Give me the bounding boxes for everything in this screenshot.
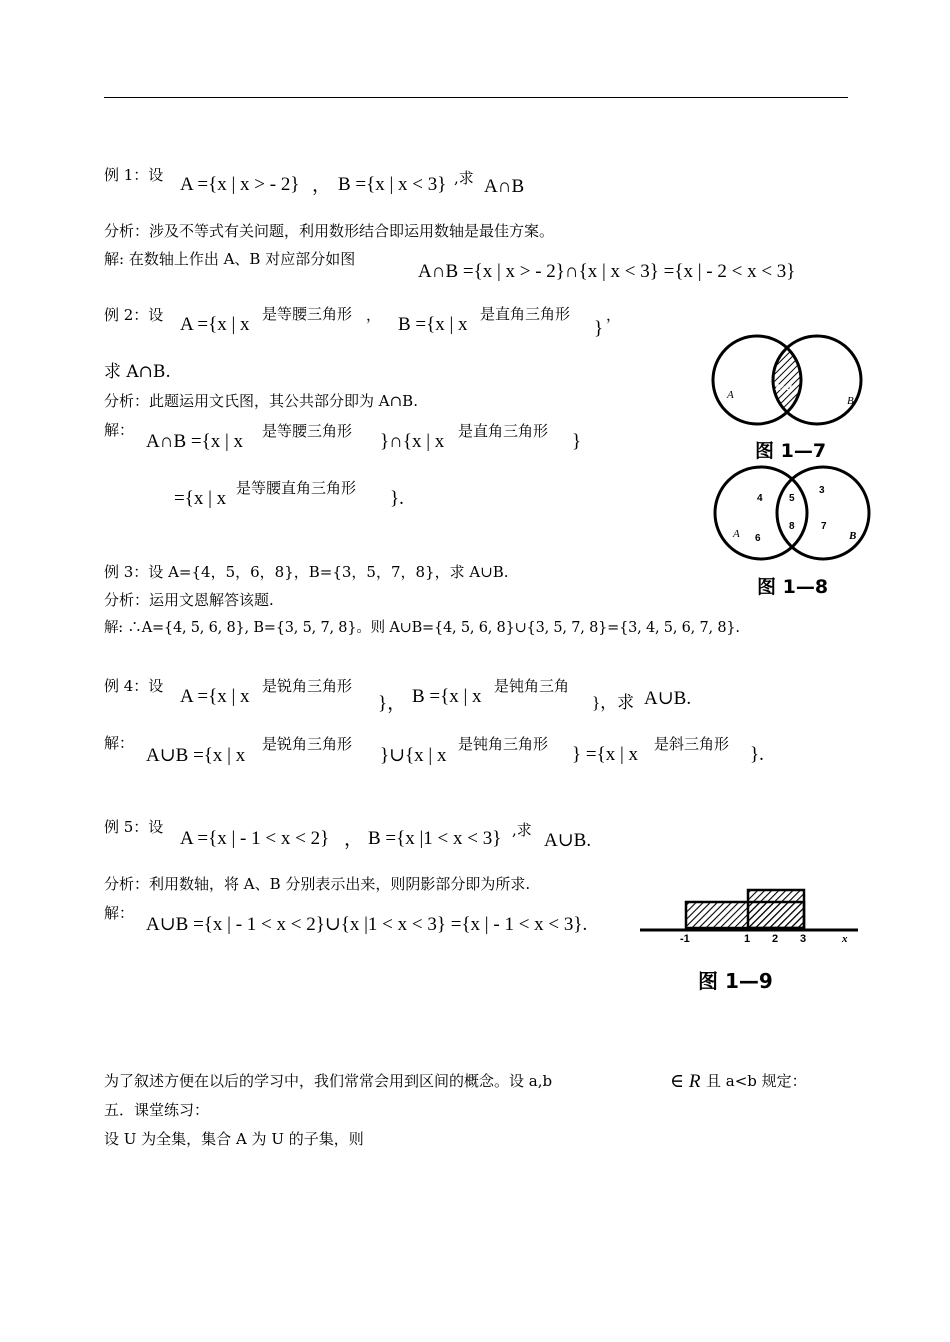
ex2-set-b-prefix: B ={x | x xyxy=(398,314,468,335)
ex1-solution-text: 解: 在数轴上作出 A、B 对应部分如图 xyxy=(104,250,356,268)
fig7-label-a: A xyxy=(727,389,734,401)
ex5-sol-math: A∪B ={x | - 1 < x < 2}∪{x |1 < x < 3} ={x | - 1 < x < 3}. xyxy=(146,914,588,935)
ex4-sol-cond3: 是斜三角形 xyxy=(654,735,730,753)
intervals-text2: 且 a<b 规定： xyxy=(706,1072,807,1090)
ex2-sol1-cond2: 是直角三角形 xyxy=(458,422,549,440)
ex2-sol1-end: } xyxy=(572,431,582,452)
fig7-caption: 图 1—7 xyxy=(755,440,827,462)
ex1-analysis: 分析：涉及不等式有关问题，利用数形结合即运用数轴是最佳方案。 xyxy=(104,222,555,240)
ex2-set-b-cond: 是直角三角形 xyxy=(480,305,571,323)
set-b-circle xyxy=(777,467,869,559)
ex2-brace: } xyxy=(594,318,604,339)
ex5-set-a: A ={x | - 1 < x < 2} xyxy=(180,828,330,849)
fig8-num-4: 4 xyxy=(757,493,763,504)
tick-3: 3 xyxy=(800,933,807,945)
venn-figure-1-8 xyxy=(705,463,880,603)
ex3-line1: 例 3：设 A={4，5，6，8}，B={3，5，7，8}，求 A∪B. xyxy=(104,563,509,581)
fig8-num-5: 5 xyxy=(789,493,795,504)
ex5-comma: ， xyxy=(344,829,364,850)
exercise-text: 设 U 为全集，集合 A 为 U 的子集，则 xyxy=(104,1130,364,1148)
ex2-sol2-end: }. xyxy=(390,488,404,509)
ex4-sol-cond2: 是钝角三角形 xyxy=(458,735,549,753)
ex2-set-a-cond: 是等腰三角形 xyxy=(262,305,353,323)
interval-b-bar xyxy=(748,890,804,928)
tick-2: 2 xyxy=(772,933,779,945)
fig8-num-3: 3 xyxy=(819,485,825,496)
ex4-set-b-cond: 是钝角三角 xyxy=(494,677,570,695)
ex5-sol-label: 解： xyxy=(104,904,135,922)
ex4-set-b-prefix: B ={x | x xyxy=(412,686,482,707)
ex4-brace-ask: }，求 xyxy=(592,693,635,712)
ex2-sol-label: 解： xyxy=(104,421,135,439)
ex1-ask: ,求 xyxy=(454,169,474,187)
ex2-sol2-cond: 是等腰直角三角形 xyxy=(236,479,357,497)
ex2-sol1-cond1: 是等腰三角形 xyxy=(262,422,353,440)
ex2-trail: ， xyxy=(606,306,622,324)
ex2-sol1-prefix: A∩B ={x | x xyxy=(146,431,244,452)
ex1-solution-math: A∩B ={x | x > - 2}∩{x | x < 3} ={x | - 2 < x < 3} xyxy=(418,261,796,282)
ex4-sol-mid2: } ={x | x xyxy=(572,744,639,765)
ex4-brace-comma: }， xyxy=(378,693,407,714)
ex2-set-a-prefix: A ={x | x xyxy=(180,314,250,335)
ex3-line3: 解: ∴A={4, 5, 6, 8}, B={3, 5, 7, 8}。则 A∪B={4, 5, 6, 8}∪{3, 5, 7, 8}={3, 4, 5, 6, 7, 8}. xyxy=(104,620,740,636)
ex4-label: 例 4：设 xyxy=(104,677,164,695)
header-rule xyxy=(104,97,848,98)
section-title: 五．课堂练习： xyxy=(104,1101,210,1119)
fig9-caption: 图 1—9 xyxy=(698,969,773,993)
intervals-text1: 为了叙述方便在以后的学习中，我们常常会用到区间的概念。设 a,b xyxy=(104,1072,553,1090)
number-line-figure-1-9 xyxy=(640,880,870,1000)
ex4-goal: A∪B. xyxy=(644,688,692,709)
ex5-label: 例 5：设 xyxy=(104,818,164,836)
ex4-sol-mid: }∪{x | x xyxy=(380,745,447,766)
venn-figure-1-7 xyxy=(705,330,875,462)
ex1-set-a: A ={x | x > - 2} xyxy=(180,174,300,195)
ex4-sol-end: }. xyxy=(750,744,764,765)
set-a-circle xyxy=(715,467,807,559)
fig8-label-a: A xyxy=(733,528,740,540)
ex2-sol2-prefix: ={x | x xyxy=(174,488,227,509)
ex4-sol-label: 解： xyxy=(104,734,135,752)
intervals-in-r: ∈ R xyxy=(670,1071,701,1092)
ex4-sol-cond1: 是锐角三角形 xyxy=(262,735,353,753)
fig8-num-8: 8 xyxy=(789,521,795,532)
ex4-set-a-cond: 是锐角三角形 xyxy=(262,677,353,695)
fig7-label-b: B xyxy=(847,395,854,407)
ex4-sol-prefix: A∪B ={x | x xyxy=(146,745,246,766)
ex5-goal: A∪B. xyxy=(544,830,592,851)
fig8-num-6: 6 xyxy=(755,533,761,544)
ex2-label: 例 2：设 xyxy=(104,306,164,324)
ex5-analysis: 分析：利用数轴，将 A、B 分别表示出来，则阴影部分即为所求. xyxy=(104,875,531,893)
ex1-goal: A∩B xyxy=(484,176,525,197)
tick-neg1: -1 xyxy=(680,933,690,945)
ex5-ask: ,求 xyxy=(512,821,532,839)
ex1-comma: ， xyxy=(312,175,332,196)
ex1-set-b: B ={x | x < 3} xyxy=(338,174,447,195)
fig8-num-7: 7 xyxy=(821,521,827,532)
ex2-analysis: 分析：此题运用文氏图，其公共部分即为 A∩B. xyxy=(104,392,418,410)
ex1-label: 例 1：设 xyxy=(104,166,164,184)
axis-label-x: x xyxy=(842,933,848,945)
ex5-set-b: B ={x |1 < x < 3} xyxy=(368,828,502,849)
fig8-label-b: B xyxy=(849,530,857,542)
ex4-set-a-prefix: A ={x | x xyxy=(180,686,250,707)
ex2-sol1-mid: }∩{x | x xyxy=(380,431,445,452)
tick-1: 1 xyxy=(744,933,751,945)
fig8-caption: 图 1—8 xyxy=(757,576,829,598)
fig7-overlap-label: A∩B xyxy=(775,383,793,392)
ex3-line2: 分析：运用文恩解答该题. xyxy=(104,591,274,609)
ex2-ask: 求 A∩B. xyxy=(104,362,171,382)
ex2-comma: ， xyxy=(366,306,382,324)
